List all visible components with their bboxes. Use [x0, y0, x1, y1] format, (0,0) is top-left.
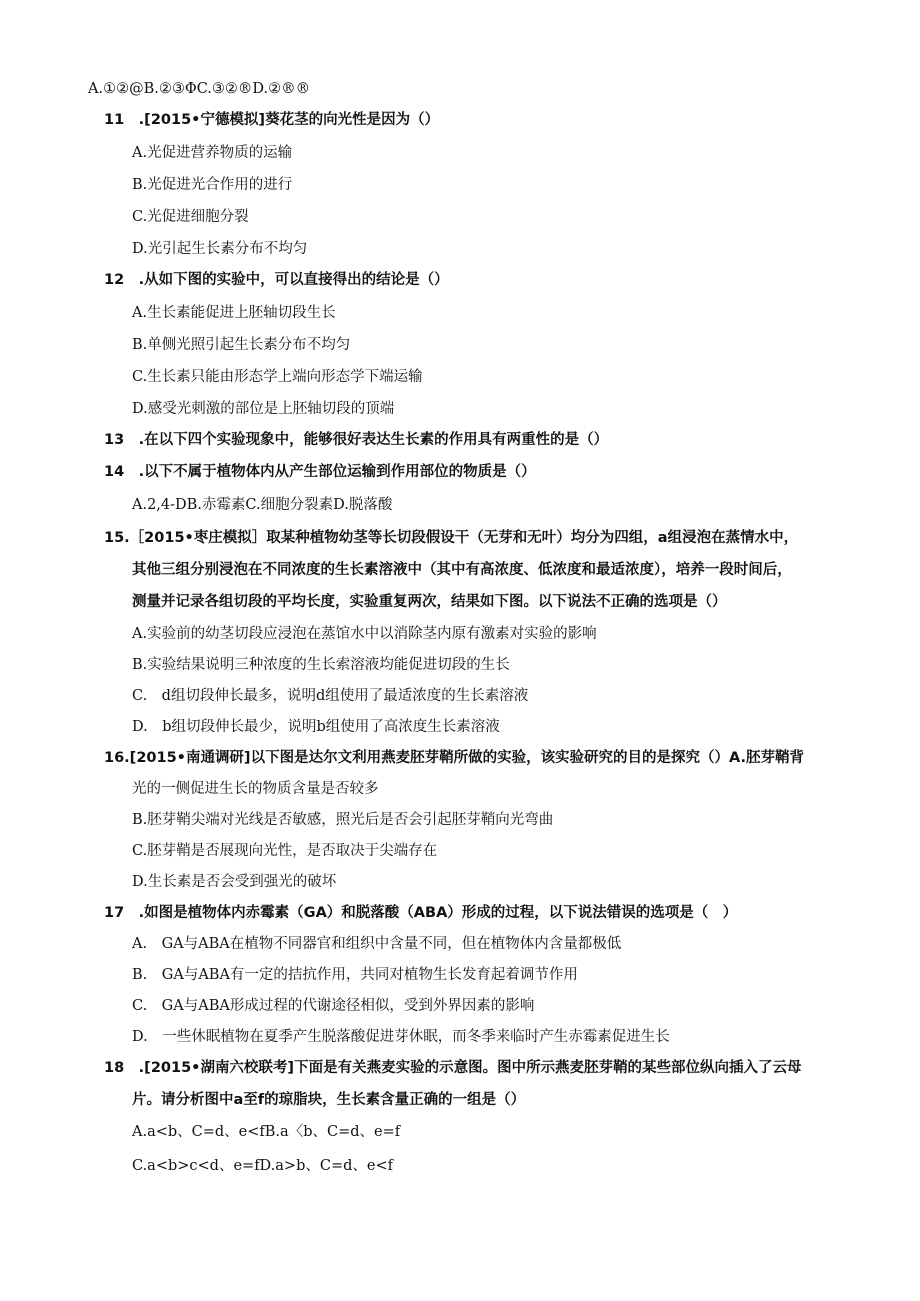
q17-option-a: A. GA与ABA在植物不同器官和组织中含量不同，但在植物体内含量都极低 [132, 936, 622, 952]
q17-stem: 17 .如图是植物体内赤霉素（GA）和脱落酸（ABA）形成的过程，以下说法错误的选项是（ ） [104, 905, 738, 921]
q12-stem: 12 .从如下图的实验中，可以直接得出的结论是（） [104, 272, 449, 288]
q11-stem: 11 .[2015•宁德模拟]葵花茎的向光性是因为（） [104, 112, 440, 128]
q10-options: A.①②@B.②③ΦC.③②®D.②®® [88, 81, 311, 97]
q15-option-a: A.实验前的幼茎切段应浸泡在蒸馆水中以消除茎内原有激素对实验的影响 [132, 626, 597, 642]
q14-stem: 14 .以下不属于植物体内从产生部位运输到作用部位的物质是（） [104, 464, 536, 480]
q18-stem-line1: 18 .[2015•湖南六校联考]下面是有关燕麦实验的示意图。图中所示燕麦胚芽鞘的某些部位纵向插入了云母 [104, 1060, 802, 1076]
q12-option-c: C.生长素只能由形态学上端向形态学下端运输 [132, 369, 423, 385]
q11-option-a: A.光促进营养物质的运输 [132, 145, 293, 161]
q13-stem: 13 .在以下四个实验现象中，能够很好表达生长素的作用具有两重性的是（） [104, 432, 609, 448]
q12-option-b: B.单侧光照引起生长素分布不均匀 [132, 337, 351, 353]
q12-option-d: D.感受光刺激的部位是上胚轴切段的顶端 [132, 401, 395, 417]
q16-stem: 16.[2015•南通调研]以下图是达尔文利用燕麦胚芽鞘所做的实验，该实验研究的目的是探究（）A.胚芽鞘背 [104, 750, 805, 766]
q15-stem-line3: 测量并记录各组切段的平均长度，实验重复两次，结果如下图。以下说法不正确的选项是（） [132, 594, 727, 610]
q18-options-cd: C.a<b>c<d、e=fD.a>b、C=d、e<f [132, 1158, 393, 1174]
q17-option-d: D. 一些休眠植物在夏季产生脱落酸促进芽休眠，而冬季来临时产生赤霉素促进生长 [132, 1029, 670, 1045]
q11-option-c: C.光促进细胞分裂 [132, 209, 249, 225]
q11-option-b: B.光促进光合作用的进行 [132, 177, 293, 193]
q16-option-b: B.胚芽鞘尖端对光线是否敏感，照光后是否会引起胚芽鞘向光弯曲 [132, 812, 554, 828]
q16-option-a-cont: 光的一侧促进生长的物质含量是否较多 [132, 781, 379, 797]
q16-option-c: C.胚芽鞘是否展现向光性，是否取决于尖端存在 [132, 843, 438, 859]
q15-option-c: C. d组切段伸长最多，说明d组使用了最适浓度的生长素溶液 [132, 688, 529, 704]
q14-options: A.2,4-DB.赤霉素C.细胞分裂素D.脱落酸 [132, 497, 393, 513]
q12-option-a: A.生长素能促进上胚轴切段生长 [132, 305, 336, 321]
q17-option-c: C. GA与ABA形成过程的代谢途径相似，受到外界因素的影响 [132, 998, 535, 1014]
q18-stem-line2: 片。请分析图中a至f的琼脂块，生长素含量正确的一组是（） [132, 1092, 526, 1108]
q18-options-ab: A.a<b、C=d、e<fB.a〈b、C=d、e=f [132, 1124, 401, 1140]
q15-stem-line2: 其他三组分别浸泡在不同浓度的生长素溶液中（其中有高浓度、低浓度和最适浓度），培养一段时间后， [132, 562, 792, 578]
q11-option-d: D.光引起生长素分布不均匀 [132, 241, 308, 257]
q15-option-d: D. b组切段伸长最少，说明b组使用了高浓度生长素溶液 [132, 719, 500, 735]
q15-option-b: B.实验结果说明三种浓度的生长索溶液均能促进切段的生长 [132, 657, 510, 673]
q16-option-d: D.生长素是否会受到强光的破坏 [132, 874, 337, 890]
q15-stem-line1: 15.［2015•枣庄模拟］取某种植物幼茎等长切段假设干（无芽和无叶）均分为四组，a组浸泡在蒸情水中， [104, 530, 799, 546]
q17-option-b: B. GA与ABA有一定的拮抗作用，共同对植物生长发育起着调节作用 [132, 967, 578, 983]
